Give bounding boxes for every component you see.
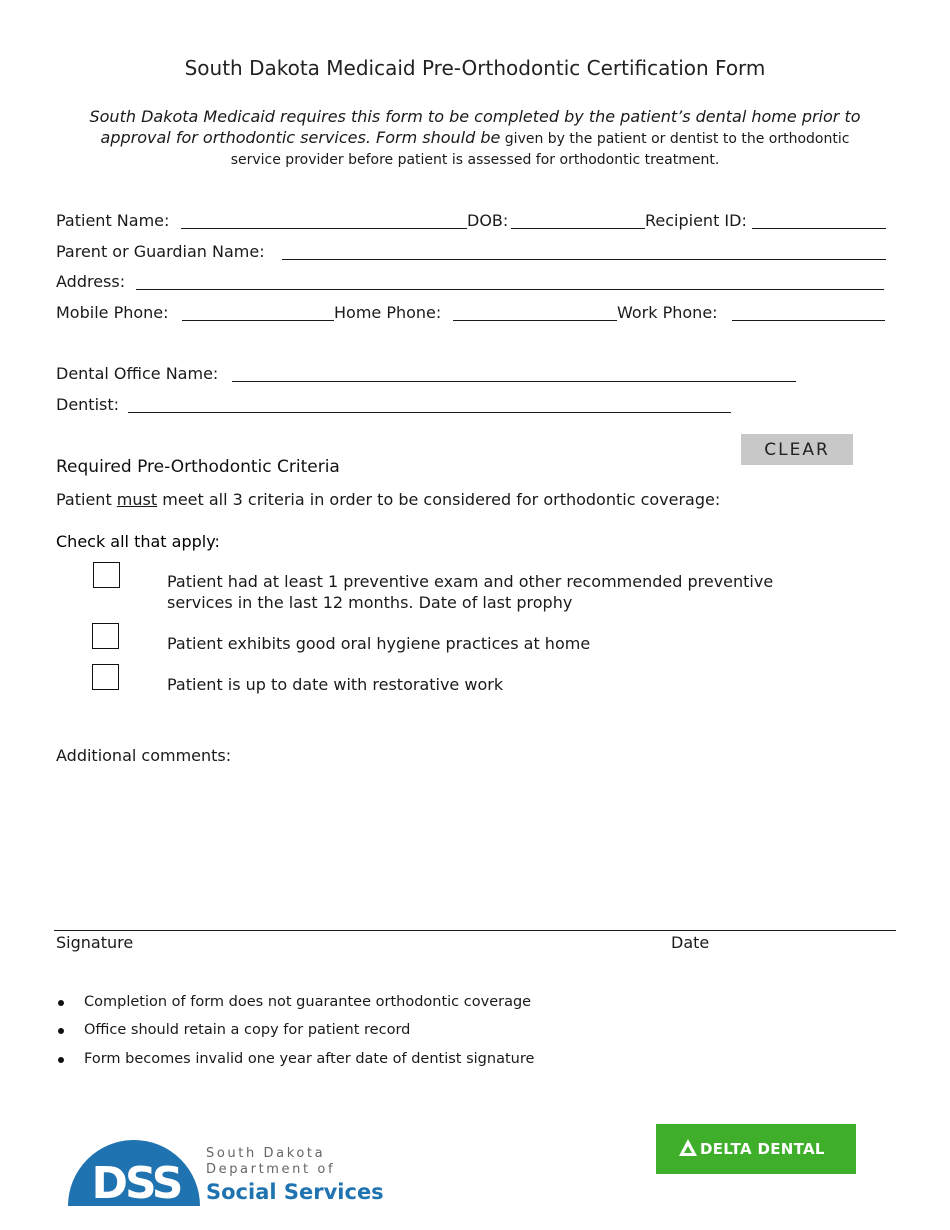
intro-line-1: South Dakota Medicaid requires this form to be completed by the patient’s dental home prior to <box>89 107 861 126</box>
signature-label: Signature <box>56 933 134 952</box>
bullet-dot <box>58 1028 64 1034</box>
dob-field[interactable] <box>511 228 645 229</box>
delta-dental-text: DELTA DENTAL <box>700 1140 825 1158</box>
recipient-id-label: Recipient ID: <box>645 211 747 230</box>
page-title: South Dakota Medicaid Pre-Orthodontic Certification Form <box>184 56 766 80</box>
dentist-label: Dentist: <box>56 395 120 414</box>
clear-button[interactable]: CLEAR <box>741 434 853 465</box>
signature-line[interactable] <box>54 930 896 931</box>
intro-line-2-plain: given by the patient or dentist to the orthodontic <box>500 131 850 147</box>
criterion-1-line-2: services in the last 12 months. Date of last prophy <box>167 593 573 612</box>
mobile-phone-field[interactable] <box>182 320 334 321</box>
home-phone-label: Home Phone: <box>334 303 442 322</box>
patient-name-label: Patient Name: <box>56 211 170 230</box>
dss-line-2: Department of <box>206 1162 336 1177</box>
intro-line-3: service provider before patient is assessed for orthodontic treatment. <box>230 152 720 168</box>
additional-comments-area[interactable] <box>56 772 896 922</box>
dentist-field[interactable] <box>128 412 731 413</box>
address-field[interactable] <box>136 289 884 290</box>
date-label: Date <box>671 933 710 952</box>
patient-name-field[interactable] <box>181 228 467 229</box>
criterion-1-line-1: Patient had at least 1 preventive exam and other recommended preventive <box>167 572 774 591</box>
check-all-heading: Check all that apply: <box>56 532 220 551</box>
dss-line-3: Social Services <box>206 1180 384 1204</box>
criterion-2-text: Patient exhibits good oral hygiene practices at home <box>167 634 591 653</box>
dss-logo <box>66 1134 386 1208</box>
criteria-intro-post: meet all 3 criteria in order to be considered for orthodontic coverage: <box>157 490 721 509</box>
mobile-phone-label: Mobile Phone: <box>56 303 169 322</box>
dental-office-field[interactable] <box>232 381 796 382</box>
work-phone-label: Work Phone: <box>617 303 718 322</box>
note-item: Office should retain a copy for patient record <box>84 1022 411 1038</box>
work-phone-field[interactable] <box>732 320 885 321</box>
recipient-id-field[interactable] <box>752 228 886 229</box>
guardian-label: Parent or Guardian Name: <box>56 242 265 261</box>
criteria-intro-pre: Patient <box>56 490 117 509</box>
criterion-3-text: Patient is up to date with restorative work <box>167 675 504 694</box>
form-instructions <box>60 106 890 171</box>
criteria-heading: Required Pre-Orthodontic Criteria <box>56 457 340 477</box>
additional-comments-label: Additional comments: <box>56 746 232 765</box>
criterion-3-checkbox[interactable] <box>92 664 119 690</box>
delta-dental-logo <box>656 1124 856 1174</box>
criterion-1-checkbox[interactable] <box>93 562 120 588</box>
bullet-dot <box>58 1057 64 1063</box>
dss-mark-text: DSS <box>91 1158 181 1208</box>
home-phone-field[interactable] <box>453 320 617 321</box>
criterion-1-text <box>167 571 773 613</box>
dental-office-label: Dental Office Name: <box>56 364 219 383</box>
criterion-2-checkbox[interactable] <box>92 623 119 649</box>
dob-label: DOB: <box>467 211 509 230</box>
intro-line-2-italic: approval for orthodontic services. Form should be <box>100 128 501 147</box>
criteria-intro-must: must <box>116 490 158 509</box>
dss-mark-icon <box>66 1134 206 1208</box>
delta-triangle-icon <box>678 1138 698 1158</box>
bullet-dot <box>58 1000 64 1006</box>
criteria-intro <box>56 490 720 509</box>
note-item: Form becomes invalid one year after date of dentist signature <box>84 1051 535 1067</box>
dss-line-1: South Dakota <box>206 1146 326 1161</box>
address-label: Address: <box>56 272 126 291</box>
note-item: Completion of form does not guarantee orthodontic coverage <box>84 994 532 1010</box>
guardian-field[interactable] <box>282 259 886 260</box>
